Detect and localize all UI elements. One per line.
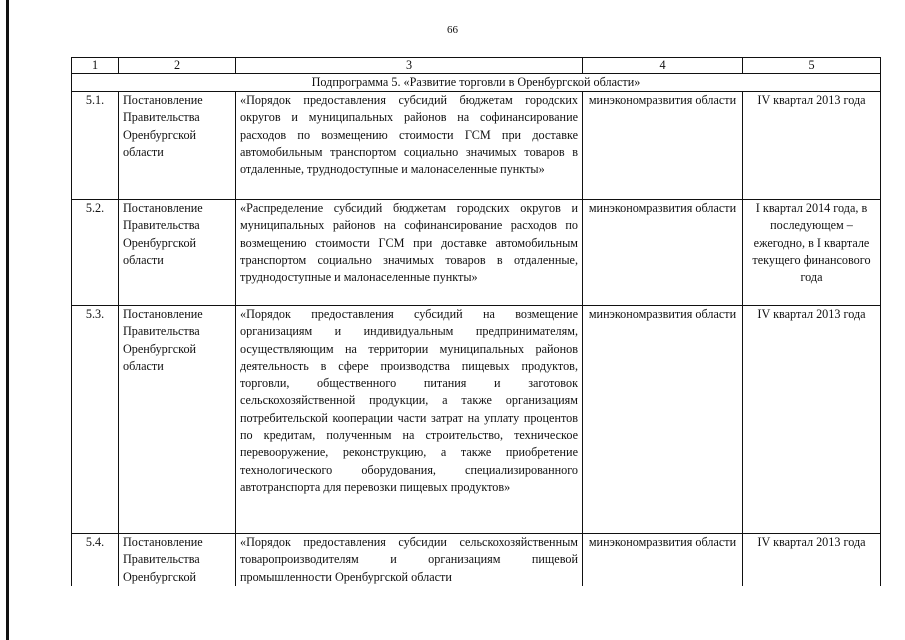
row-number: 5.2.: [72, 200, 119, 306]
column-header: 3: [236, 58, 583, 74]
column-header: 2: [119, 58, 236, 74]
plan-table: [71, 57, 881, 586]
table-row: [72, 534, 881, 586]
column-header: 4: [583, 58, 743, 74]
column-header: 1: [72, 58, 119, 74]
table-row: [72, 92, 881, 200]
page-number: 66: [447, 24, 458, 36]
left-margin-bar: [6, 0, 9, 640]
row-responsible: минэкономразвития области: [583, 92, 743, 200]
row-title: «Порядок предоставления субсидий на возмещение организациям и индивидуальным предпринимателям, осуществляющим на территории муниципальных районов деятельность в сфере производства пищевых продуктов, торговли, общественного питания и заготовок сельскохозяйственной продукции, а также организациям потребительской кооперации части затрат на уплату процентов по кредитам, полученным на строительство, техническое перевооружение, реконструкцию, а также приобретение технологического оборудования, специализированного автотранспорта для перевозки пищевых продуктов»: [236, 306, 583, 534]
table-row: [72, 306, 881, 534]
row-title: «Порядок предоставления субсидии сельскохозяйственным товаропроизводителям и организациям пищевой промышленности Оренбургской области: [236, 534, 583, 586]
subprogram-title: Подпрограмма 5. «Развитие торговли в Оренбургской области»: [72, 74, 881, 92]
column-number-row: [72, 58, 881, 74]
subprogram-row: [72, 74, 881, 92]
row-act-type: Постановление Правительства Оренбургской: [119, 534, 236, 586]
row-deadline: IV квартал 2013 года: [743, 92, 881, 200]
row-responsible: минэкономразвития области: [583, 306, 743, 534]
row-deadline: I квартал 2014 года, в последующем – ежегодно, в I квартале текущего финансового года: [743, 200, 881, 306]
row-title: «Порядок предоставления субсидий бюджетам городских округов и муниципальных районов на софинансирование расходов по возмещению стоимости ГСМ при доставке автомобильным транспортом социально значимых товаров в отдаленные, труднодоступные и малонаселенные пункты»: [236, 92, 583, 200]
row-title: «Распределение субсидий бюджетам городских округов и муниципальных районов на софинансирование расходов по возмещению стоимости ГСМ при доставке автомобильным транспортом социально значимых товаров в отдаленные, труднодоступные и малонаселенные пункты»: [236, 200, 583, 306]
row-responsible: минэкономразвития области: [583, 534, 743, 586]
row-responsible: минэкономразвития области: [583, 200, 743, 306]
row-number: 5.1.: [72, 92, 119, 200]
row-act-type: Постановление Правительства Оренбургской области: [119, 92, 236, 200]
row-act-type: Постановление Правительства Оренбургской области: [119, 306, 236, 534]
row-deadline: IV квартал 2013 года: [743, 534, 881, 586]
row-number: 5.3.: [72, 306, 119, 534]
row-number: 5.4.: [72, 534, 119, 586]
column-header: 5: [743, 58, 881, 74]
row-deadline: IV квартал 2013 года: [743, 306, 881, 534]
table-row: [72, 200, 881, 306]
row-act-type: Постановление Правительства Оренбургской области: [119, 200, 236, 306]
